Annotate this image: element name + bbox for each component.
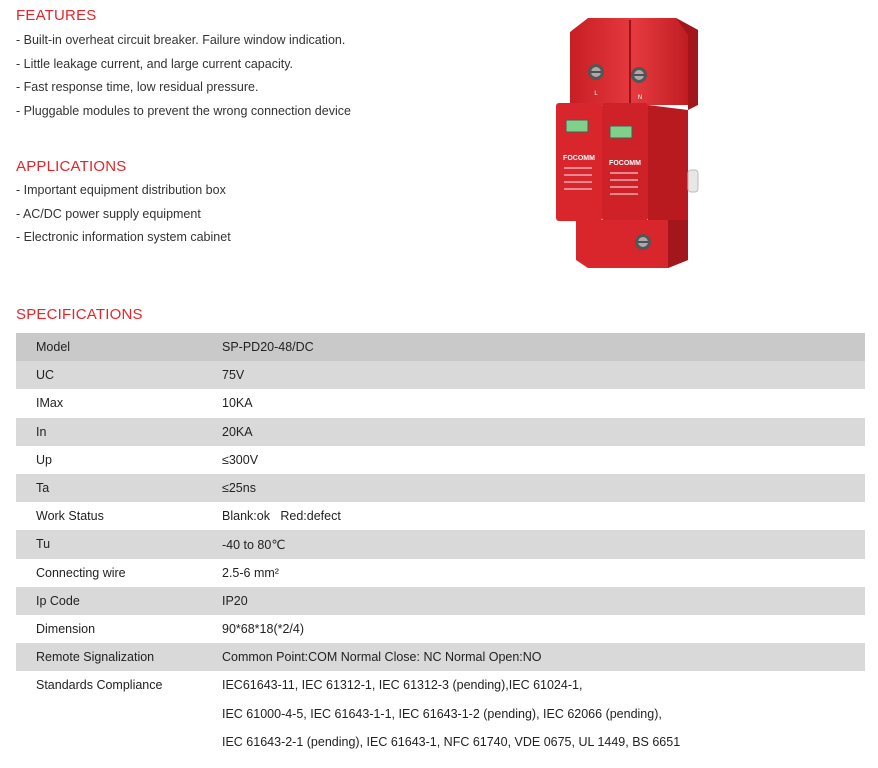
spec-label: Ta (16, 474, 222, 502)
spec-label: In (16, 418, 222, 446)
spec-value: 20KA (222, 418, 865, 446)
terminal-n-label: N (637, 95, 643, 101)
table-row (16, 474, 865, 502)
spec-value: IP20 (222, 587, 865, 615)
features-list (16, 29, 351, 123)
spec-label: Standards Compliance (36, 678, 163, 693)
spec-value: SP-PD20-48/DC (222, 333, 865, 361)
spec-value: 10KA (222, 396, 253, 411)
spec-label: Model (16, 333, 222, 361)
list-item: - Fast response time, low residual pressure. (16, 80, 259, 94)
table-row (16, 530, 865, 558)
table-row (16, 615, 865, 643)
specifications-title: SPECIFICATIONS (16, 306, 143, 323)
list-item: - Little leakage current, and large current capacity. (16, 56, 293, 71)
list-item: - AC/DC power supply equipment (16, 206, 201, 221)
spec-label: Up (36, 452, 52, 467)
table-row (16, 446, 865, 474)
product-image (548, 10, 723, 275)
table-row (16, 389, 865, 417)
spec-value: 90*68*18(*2/4) (222, 621, 305, 636)
applications-list (16, 179, 231, 250)
specifications-table (16, 333, 865, 764)
list-item: - Important equipment distribution box (16, 183, 226, 197)
spec-value: Blank:ok Red:defect (222, 509, 341, 524)
table-row (16, 418, 865, 446)
module-brand-left: FOCOMM (563, 155, 595, 162)
spec-label: Dimension (36, 621, 96, 636)
table-row (16, 671, 865, 764)
standards-line: IEC 61000-4-5, IEC 61643-1-1, IEC 61643-1-2 (pending), IEC 62066 (pending), (222, 706, 662, 721)
spec-label: Remote Signalization (16, 643, 222, 671)
list-item: - Electronic information system cabinet (16, 230, 231, 244)
standards-line: IEC61643-11, IEC 61312-1, IEC 61312-3 (pending),IEC 61024-1, (222, 678, 583, 693)
table-row (16, 587, 865, 615)
spec-label: Work Status (36, 509, 104, 524)
spec-value: Common Point:COM Normal Close: NC Normal Open:NO (222, 643, 865, 671)
table-row (16, 502, 865, 530)
standards-line: IEC 61643-2-1 (pending), IEC 61643-1, NFC 61740, VDE 0675, UL 1449, BS 6651 (222, 735, 681, 750)
spec-value: 2.5-6 mm² (222, 565, 279, 580)
spec-value: ≤300V (222, 452, 259, 467)
list-item: - Pluggable modules to prevent the wrong connection device (16, 103, 351, 118)
spec-value: -40 to 80℃ (222, 530, 865, 558)
table-row (16, 361, 865, 389)
spec-label: Ip Code (16, 587, 222, 615)
spec-value: ≤25ns (222, 474, 865, 502)
table-row (16, 559, 865, 587)
spec-label: Connecting wire (36, 565, 126, 580)
applications-title: APPLICATIONS (16, 158, 127, 175)
features-title: FEATURES (16, 7, 97, 24)
spec-label: Tu (16, 530, 222, 558)
list-item: - Built-in overheat circuit breaker. Failure window indication. (16, 33, 346, 47)
spec-label: IMax (36, 396, 64, 411)
spec-label: UC (16, 361, 222, 389)
spec-value-standards (222, 671, 865, 764)
module-brand-right: FOCOMM (609, 160, 641, 167)
table-row (16, 333, 865, 361)
spec-value: 75V (222, 361, 865, 389)
terminal-l-label: L (594, 91, 598, 97)
table-row (16, 643, 865, 671)
